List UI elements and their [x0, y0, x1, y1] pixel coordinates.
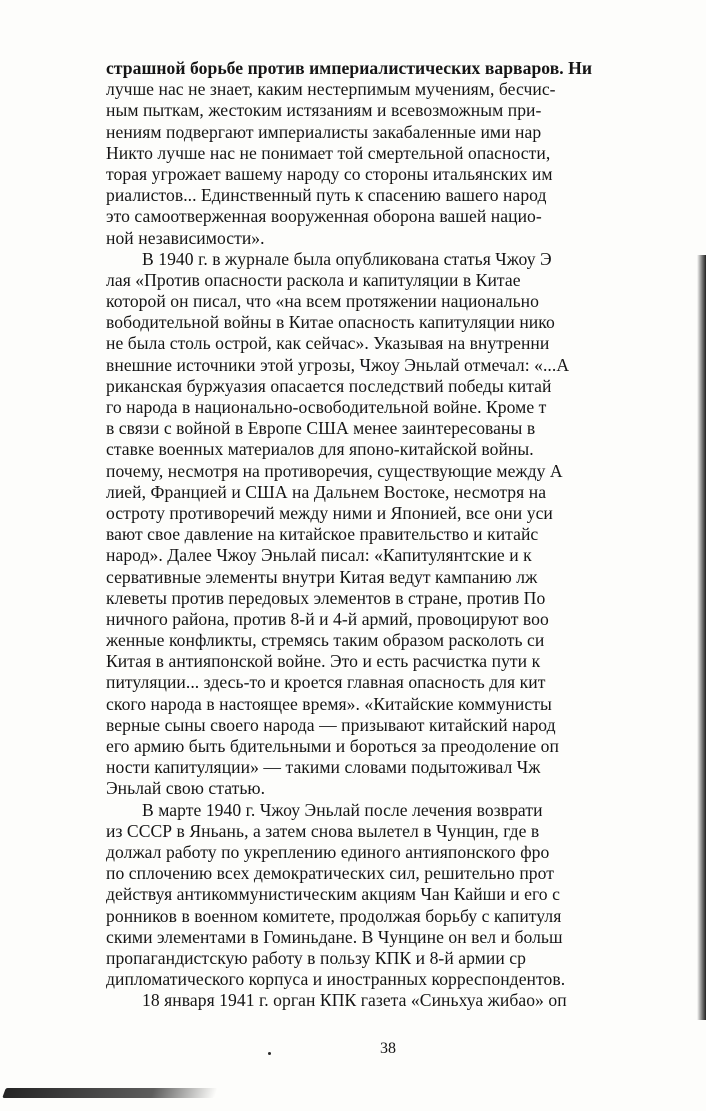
paragraph-2 [106, 249, 696, 800]
text-line: вают свое давление на китайское правительство и китайс [106, 524, 539, 545]
text-line: пропагандистскую работу в пользу КПК и 8-й армии ср [106, 947, 526, 968]
text-line: страшной борьбе против империалистических варваров. Ни [106, 58, 593, 78]
text-line: народ». Далее Чжоу Эньлай писал: «Капитулянтские и к [106, 545, 532, 566]
text-line: это самоотверженная вооруженная оборона вашей нацио- [106, 206, 542, 227]
text-line: риканская буржуазия опасается последствий победы китай [106, 375, 552, 396]
text-line: ной независимости». [106, 227, 265, 248]
text-line: скими элементами в Гоминьдане. В Чунцине он вел и больш [106, 926, 563, 947]
text-line: лией, Францией и США на Дальнем Востоке, несмотря на [106, 481, 547, 502]
body-text [106, 58, 696, 1011]
text-line: женные конфликты, стремясь таким образом расколоть си [106, 630, 545, 651]
text-line: ронников в военном комитете, продолжая борьбу с капитуля [106, 905, 562, 926]
text-line: из СССР в Яньань, а затем снова вылетел в Чунцин, где в [106, 820, 540, 841]
text-line: его армию быть бдительными и бороться за преодоление оп [106, 736, 559, 756]
text-line: ничного района, против 8-й и 4-й армий, провоцируют воо [106, 608, 549, 629]
page-number: 38 [380, 1040, 396, 1057]
text-line: Эньлай свою статью. [106, 778, 266, 799]
text-line: лая «Против опасности раскола и капитуляции в Китае [106, 269, 521, 290]
text-line: питуляции... здесь-то и кроется главная опасность для кит [106, 672, 546, 693]
scan-edge-shadow [697, 255, 706, 1020]
text-line: в связи с войной в Европе США менее заинтересованы в [106, 418, 536, 439]
text-line: действуя антикоммунистическим акциям Чан Кайши и его с [106, 884, 560, 905]
text-line: Китая в антияпонской войне. Это и есть расчистка пути к [106, 651, 541, 672]
text-line: В 1940 г. в журнале была опубликована статья Чжоу Э [142, 248, 552, 269]
text-line: Никто лучше нас не понимает той смертельной опасности, [106, 142, 551, 163]
text-line: торая угрожает вашему народу со стороны итальянских им [106, 163, 553, 184]
text-line: по сплочению всех демократических сил, решительно прот [106, 863, 554, 884]
paragraph-1 [106, 58, 696, 249]
text-line: лучше нас не знает, каким нестерпимым мучениям, бесчис- [106, 79, 556, 100]
paragraph-3 [106, 800, 696, 991]
text-line: ского народа в настоящее время». «Китайские коммунисты [106, 693, 552, 714]
text-line: клеветы против передовых элементов в стране, против По [106, 587, 546, 608]
text-line: верные сыны своего народа — призывают китайский народ [106, 714, 556, 735]
scan-smudge [2, 1088, 218, 1098]
text-line: риалистов... Единственный путь к спасению вашего народ [106, 185, 547, 206]
text-line: 18 января 1941 г. орган КПК газета «Синьхуа жибао» оп [142, 990, 567, 1011]
text-line: остроту противоречий между ними и Японией, все они уси [106, 502, 553, 523]
text-line: В марте 1940 г. Чжоу Эньлай после лечения возврати [142, 799, 543, 820]
text-line: ным пыткам, жестоким истязаниям и всевозможным при- [106, 100, 542, 121]
paragraph-4 [106, 990, 696, 1011]
text-line: сервативные элементы внутри Китая ведут кампанию лж [106, 566, 538, 587]
text-line: ности капитуляции» — такими словами подытоживал Чж [106, 757, 541, 778]
text-line: почему, несмотря на противоречия, существующие между А [106, 460, 563, 481]
text-line: нениям подвергают империалисты закабаленные ими нар [106, 121, 542, 142]
text-line: не была столь острой, как сейчас». Указывая на внутренни [106, 333, 550, 354]
text-line: го народа в национально-освободительной войне. Кроме т [106, 397, 547, 417]
text-line: внешние источники этой угрозы, Чжоу Эньлай отмечал: «...А [106, 354, 570, 375]
text-line: дипломатического корпуса и иностранных корреспондентов. [106, 969, 566, 990]
text-line: ставке военных материалов для японо-китайской войны. [106, 439, 534, 460]
text-line: которой он писал, что «на всем протяжении национально [106, 291, 539, 312]
text-line: вободительной войны в Китае опасность капитуляции нико [106, 312, 555, 333]
text-line: должал работу по укреплению единого антияпонского фро [106, 841, 550, 862]
